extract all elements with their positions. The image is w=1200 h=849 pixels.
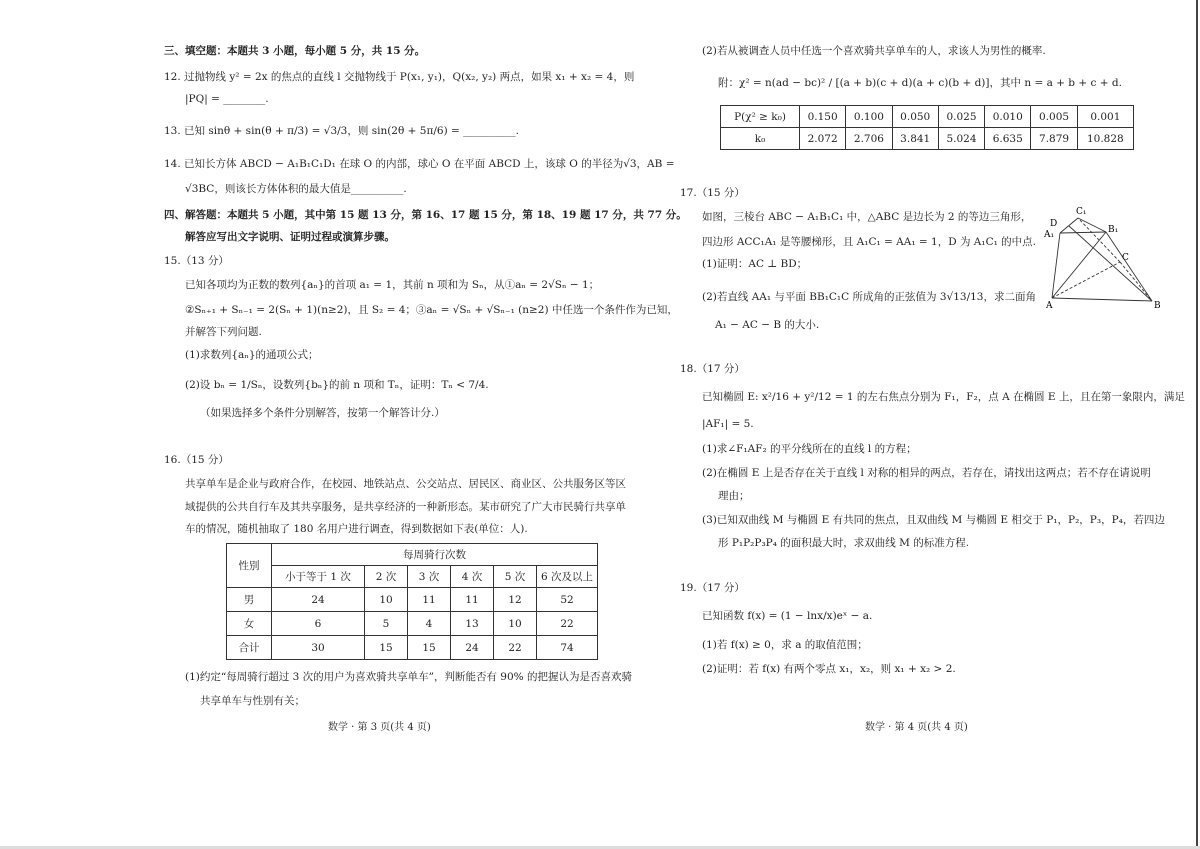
table-cell: 10.828 <box>1077 128 1133 150</box>
table-col-header: 3 次 <box>408 566 451 588</box>
question-17-header: 17.（15 分） <box>680 187 745 199</box>
table-col-header: 2 次 <box>365 566 408 588</box>
question-16-line1: 共享单车是企业与政府合作，在校园、地铁站点、公交站点、居民区、商业区、公共服务区等区 <box>185 478 626 490</box>
table-cell: 6 <box>272 612 365 636</box>
table-cell: 2.072 <box>800 128 846 150</box>
fig-label-d: D <box>1050 219 1058 229</box>
question-15-line3: 并解答下列问题. <box>185 326 262 338</box>
question-18-part3-line2: 形 P₁P₂P₃P₄ 的面积最大时，求双曲线 M 的标准方程. <box>718 537 970 549</box>
question-16-line2: 域提供的公共自行车及其共享服务，是共享经济的一种新形态。某市研究了广大市民骑行共享单 <box>185 501 626 513</box>
fig-label-c1: C₁ <box>1076 207 1087 217</box>
page-footer: 数学 · 第 4 页(共 4 页) <box>865 722 968 733</box>
table-cell: 5.024 <box>938 128 984 150</box>
section-3-heading: 三、填空题：本题共 3 小题，每小题 5 分，共 15 分。 <box>164 45 426 57</box>
table-cell: 10 <box>494 612 537 636</box>
table-col-header: 5 次 <box>494 566 537 588</box>
table-col-header: 小于等于 1 次 <box>272 566 365 588</box>
question-18-part2-line2: 理由； <box>718 490 750 502</box>
table-row <box>721 128 1134 150</box>
question-16-part2: (2)若从被调查人员中任选一个喜欢骑共享单车的人，求该人为男性的概率. <box>702 45 1046 57</box>
question-18-line1: 已知椭圆 E: x²/16 + y²/12 = 1 的左右焦点分别为 F₁，F₂，点 A 在椭圆 E 上，且在第一象限内，满足 <box>702 391 1185 403</box>
question-15-part1: (1)求数列{aₙ}的通项公式； <box>185 349 319 361</box>
question-15-part2: (2)设 bₙ = 1/Sₙ，设数列{bₙ}的前 n 项和 Tₙ，证明：Tₙ < 7/4. <box>185 379 489 391</box>
question-18-part3-line1: (3)已知双曲线 M 与椭圆 E 有共同的焦点，且双曲线 M 与椭圆 E 相交于 P₁，P₂，P₃，P₄，若四边 <box>702 514 1165 526</box>
question-15-header: 15.（13 分） <box>164 255 229 267</box>
section-4-heading: 四、解答题：本题共 5 小题，其中第 15 题 13 分，第 16、17 题 15 分，第 18、19 题 17 分，共 77 分。 <box>164 209 687 221</box>
fig-label-a1: A₁ <box>1044 230 1055 240</box>
cycling-survey-table <box>226 543 598 660</box>
table-cell: 30 <box>272 636 365 660</box>
table-cell: 2.706 <box>846 128 892 150</box>
table-cell: 4 <box>408 612 451 636</box>
question-18-part2-line1: (2)在椭圆 E 上是否存在关于直线 l 对称的相异的两点，若存在，请找出这两点；若不存在请说明 <box>702 467 1151 479</box>
page-footer: 数学 · 第 3 页(共 4 页) <box>328 722 431 733</box>
table-cell: 11 <box>408 588 451 612</box>
question-16-part1-line1: (1)约定“每周骑行超过 3 次的用户为喜欢骑共享单车”，判断能否有 90% 的把握认为是否喜欢骑 <box>185 671 632 683</box>
fig-label-a: A <box>1046 301 1053 311</box>
scan-edge <box>1196 0 1198 849</box>
table-cell: 74 <box>537 636 598 660</box>
question-13: 13. 已知 sinθ + sin(θ + π/3) = √3/3，则 sin(2θ + 5π/6) = __________. <box>164 125 519 137</box>
right-page <box>600 0 1200 849</box>
table-cell: 11 <box>451 588 494 612</box>
table-cell: 10 <box>365 588 408 612</box>
table-cell: 0.025 <box>938 106 984 128</box>
question-16-header: 16.（15 分） <box>164 454 229 466</box>
question-16-part1-line2: 共享单车与性别有关； <box>200 695 305 707</box>
table-cell: 24 <box>272 588 365 612</box>
question-19-header: 19.（17 分） <box>680 582 745 594</box>
question-14-line1: 14. 已知长方体 ABCD − A₁B₁C₁D₁ 在球 O 的内部，球心 O 在平面 ABCD 上，该球 O 的半径为√3，AB = <box>164 158 675 170</box>
table-cell: 24 <box>451 636 494 660</box>
table-col-header: 4 次 <box>451 566 494 588</box>
table-cell: 22 <box>537 612 598 636</box>
question-18-line2: |AF₁| = 5. <box>702 418 754 430</box>
table-cell: 12 <box>494 588 537 612</box>
table-row <box>227 588 598 612</box>
question-17-part2-line1: (2)若直线 AA₁ 与平面 BB₁C₁C 所成角的正弦值为 3√13/13，求二面角 <box>702 291 1036 303</box>
table-cell: 0.150 <box>800 106 846 128</box>
question-15-note: （如果选择多个条件分别解答，按第一个解答计分.） <box>200 407 445 419</box>
question-19-part1: (1)若 f(x) ≥ 0，求 a 的取值范围； <box>702 639 868 651</box>
table-cell: 0.001 <box>1077 106 1133 128</box>
table-cell: 15 <box>365 636 408 660</box>
question-15-line1: 已知各项均为正数的数列{aₙ}的首项 a₁ = 1，其前 n 项和为 Sₙ，从①aₙ = 2√Sₙ − 1； <box>185 279 600 291</box>
table-row <box>721 106 1134 128</box>
question-18-header: 18.（17 分） <box>680 363 745 375</box>
row-label: 合计 <box>227 636 272 660</box>
table-cell: 7.879 <box>1031 128 1077 150</box>
question-18-part1: (1)求∠F₁AF₂ 的平分线所在的直线 l 的方程； <box>702 443 917 455</box>
table-header-gender: 性别 <box>227 544 272 588</box>
fig-label-b1: B₁ <box>1108 225 1119 235</box>
frustum-figure <box>1040 204 1165 314</box>
question-19-line1: 已知函数 f(x) = (1 − lnx/x)eˣ − a. <box>702 610 873 622</box>
critical-value-table <box>720 105 1134 150</box>
table-row <box>227 612 598 636</box>
section-4-instruction: 解答应写出文字说明、证明过程或演算步骤。 <box>185 231 395 243</box>
question-15-line2: ②Sₙ₊₁ + Sₙ₋₁ = 2(Sₙ + 1)(n≥2)，且 S₂ = 4；③aₙ = √Sₙ + √Sₙ₋₁ (n≥2) 中任选一个条件作为已知， <box>185 304 678 316</box>
fig-label-c: C <box>1122 253 1129 263</box>
fig-label-b: B <box>1154 301 1161 311</box>
question-17-line1: 如图，三棱台 ABC − A₁B₁C₁ 中，△ABC 是边长为 2 的等边三角形， <box>702 211 1032 223</box>
table-row <box>227 636 598 660</box>
table-cell: 6.635 <box>985 128 1031 150</box>
table-cell: 15 <box>408 636 451 660</box>
table-cell: 0.050 <box>892 106 938 128</box>
table-cell: 52 <box>537 588 598 612</box>
table-cell: 0.010 <box>985 106 1031 128</box>
table-cell: 5 <box>365 612 408 636</box>
table-row-header: P(χ² ≥ k₀) <box>721 106 800 128</box>
row-label: 女 <box>227 612 272 636</box>
table-cell: 3.841 <box>892 128 938 150</box>
question-12-line2: |PQ| = ________. <box>185 93 269 105</box>
table-header-group: 每周骑行次数 <box>272 544 598 566</box>
table-cell: 0.005 <box>1031 106 1077 128</box>
question-14-line2: √3BC，则该长方体体积的最大值是__________. <box>185 183 407 195</box>
table-cell: 22 <box>494 636 537 660</box>
question-16-line3: 车的情况，随机抽取了 180 名用户进行调查，得到数据如下表(单位：人). <box>185 523 528 535</box>
table-cell: 13 <box>451 612 494 636</box>
question-17-line2: 四边形 ACC₁A₁ 是等腰梯形，且 A₁C₁ = AA₁ = 1，D 为 A₁C₁ 的中点. <box>702 236 1037 248</box>
table-row-header: k₀ <box>721 128 800 150</box>
question-17-part1: (1)证明：AC ⊥ BD； <box>702 258 808 270</box>
table-cell: 0.100 <box>846 106 892 128</box>
question-17-part2-line2: A₁ − AC − B 的大小. <box>715 319 820 331</box>
chi-square-formula: 附：χ² = n(ad − bc)² / [(a + b)(c + d)(a + c)(b + d)]，其中 n = a + b + c + d. <box>718 77 1122 89</box>
row-label: 男 <box>227 588 272 612</box>
table-col-header: 6 次及以上 <box>537 566 598 588</box>
question-19-part2: (2)证明：若 f(x) 有两个零点 x₁，x₂，则 x₁ + x₂ > 2. <box>702 663 956 675</box>
question-12-line1: 12. 过抛物线 y² = 2x 的焦点的直线 l 交抛物线于 P(x₁, y₁)，Q(x₂, y₂) 两点，如果 x₁ + x₂ = 4，则 <box>164 71 635 83</box>
